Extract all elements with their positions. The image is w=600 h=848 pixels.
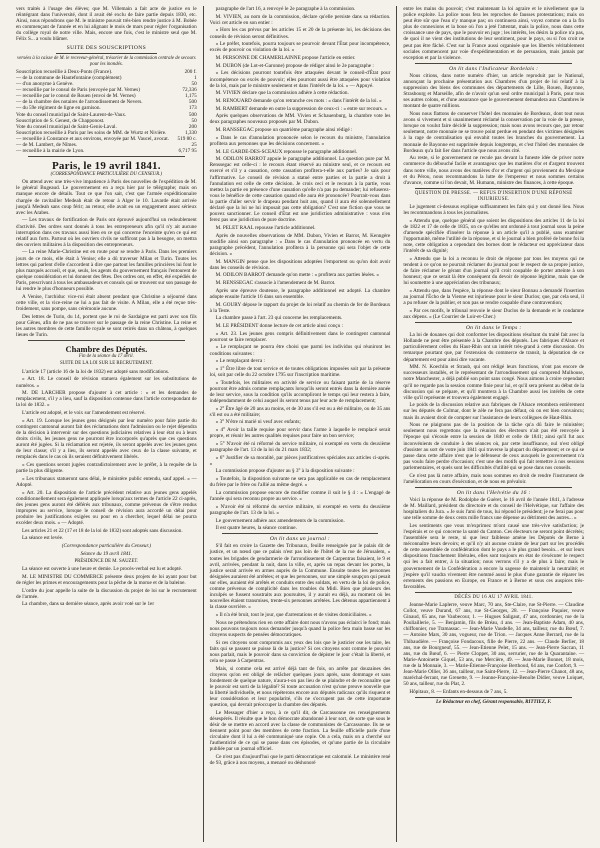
divider <box>28 156 185 157</box>
paragraph: paragraphe de l'art 16, a renvoyé le 2e paragraphe à la commission. <box>215 6 356 12</box>
correspondence-heading: (Correspondance particulière du Censeur.) <box>61 543 151 550</box>
column-left <box>10 6 203 842</box>
chamber-law-title: SUITE DE LA LOI SUR LE RECRUTEMENT. <box>59 361 153 367</box>
paragraph: — La reine Marie-Christine est en route pour se rendre à Paris. Dans les premiers jours de ce mois, elle était à Venise; elle a dû traverser Milan et Turin. Toutes les lettres qui parlent d'elle s'accordent à dire que partout les familles princières lui font le plus marqués accueil, et que, seuls, les agents du gouvernement français l'entourent de quelque considération et lui donnent des fêtes. Des ordres ont, en effet, été expédiés de Paris, prescrivant à tous les ambassadeurs et consuls qui se trouvent sur son passage de lui rendre le plus d'honneurs possible. <box>16 249 197 293</box>
paragraph: Les sentiments que vous m'exprimez m'ont causé une très-vive satisfaction; je l'espérais et ce qui concerne la santé du Canton. Ces électeurs ne seront point décrétés; l'assemblée sera le reste, ni que leur faiblesse amène les Députés de Berne à méconnaître leurs devoirs; et qu'il n'y ait aucune crainte de leur part sur les procédés de cette assemblée de confédération dont le pays a le plus grand besoin... et sur leurs dispositions franchement libérales, elles sont toujours en état de s'exécuter le respect qui les a fait entrer, à la situation; nous verrons s'il y a de plus à faire; mais le gouvernement de la Confédération a encore la sagesse de maintenir la neutralité; et j'espère qu'il vaudra vivement être nommé aussi le plus d'une garantie de réparer les errements des passions en Europe, en France et à Berne et sous ces auspices très-favorables. <box>403 522 585 590</box>
paragraph: L'ordre du jour appelle la suite de la discussion du projet de loi sur le recrutement de l'armée. <box>16 587 197 600</box>
subscription-amount: 1 <box>194 74 197 81</box>
paragraph: « Art. 19. Lorsque les jeunes gens désignés par leur numéro pour faire partie du contingent cantonnal auront fait des réclamations dont l'admission ou le rejet dépendra de la décision à intervenir sur des questions judiciaires relatives à leur état ou à leurs droits civils, les jeunes gens ne pourront être incorporés qu'après que ces questions auront été jugées. Si la réclamation est rejetée, ils seront appelés avec les jeunes gens de leur classe; s'il y a lieu, ils seront appelés avec ceux de la classe suivante, et remplacés dans le cas où ils seraient définitivement libérés. <box>16 417 197 461</box>
paragraph: Il est quatre heures, la séance continue. <box>215 525 297 532</box>
chamber-session-note: Fin de la séance du 17 avril. <box>78 353 134 359</box>
paragraph: « Attendu que, dans l'espèce, la réponse dont le sieur Bonnau a demandé l'insertion au journal l'Écho de la Vienne est injurieuse pour le sieur Duclos; que, par cela seul, il a pu refuser de la publier, et non pas se rendre coupable d'une contravention; <box>403 288 585 307</box>
paragraph: Le Messager d'hier a reçu, à ce qu'il dit, de Carcassonne ces renseignements désespérés. Il résulte que le bon démocrate abandonné à leur sort, de sorte que sous le désir de se mettre en accord avec la classe de communistes de Carcassonne. Ils ne se tiennent point pour des membres de cette fraction. La feuille officielle parle d'une circulaire dont il lui a été communiqué une copie. On a cela, mais on a cherché sur l'authenticité de ce qui se passe dans ces épisodes, et qu'une partie de la circulaire publiée par un journal officiel. <box>209 709 391 753</box>
paragraph: « 1° Être libre de tout service et de toutes obligations imposées soit par la présente loi, soit par celle du 22 octobre 1795 sur l'inscription maritime. <box>209 365 391 378</box>
subscription-label: — d'un anonyme à Genève. <box>16 81 74 88</box>
divider <box>415 322 572 323</box>
session-article <box>16 566 197 607</box>
paragraph: « 6° Justifier de sa moralité, par pièces justificatives spéciales aux articles ci-après. » <box>209 454 391 467</box>
paragraph: La chambre passe à l'art. 23 qui concerne les remplacements. <box>215 315 343 322</box>
helvetie-heading: On lit dans l'Helvétie du 16 : <box>456 489 531 496</box>
subscription-amount: 200 <box>188 123 197 130</box>
paragraph: Le poids de la discussion relative aux fabriques de l'Alsace retombera entièrement sur les députés de Colmar, dont le zèle ne fera pas défaut, où on est bien convaincu; mais ils avaient droit de compter sur l'assistance de leurs collègues de Haut-Rhin. <box>403 402 585 421</box>
paragraph: M. LE MINISTRE DU COMMERCE présente deux projets de loi ayant pour but de régler les primes et encouragements pour la pêche de la morue et de la baleine. <box>16 573 197 586</box>
subscription-label: Souscription recueillie à Paris par les soins de MM. de Wurtz et Nivière. <box>16 129 167 136</box>
subscription-amount: 1,330 <box>185 129 197 136</box>
paragraph: « 2° Être âgé de 20 ans au moins, et de 30 ans s'il est ou a été militaire, ou de 35 ans s'il est ou a été militaire; <box>209 405 391 418</box>
column-middle <box>203 6 397 842</box>
subscription-amount: 50 <box>191 81 197 88</box>
session-date: Séance du 19 avril 1841. <box>80 550 133 557</box>
subscription-amount: 6,717 95 <box>178 148 197 155</box>
middle-article <box>210 6 391 531</box>
paragraph: Mais, si comme cela est arrivé déjà tant de fois, on arrête par douzaines des citoyens qu'on est obligé de relâcher quelques jours après, sans dommage et sans fondement de quelque nature, n'aura-t-on pas lieu de se plaindre et de reconnaître que le pouvoir est sorti de la légalité? Si toute accusation n'est qu'une preuve nouvelle que la liberté individuelle, et nous répéterons encore aux députés radicaux qu'ils risquent et leur considération et leur popularité, s'ils ne s'occupent pas de cette importante question, qui devrait préoccuper la chambre des députés. <box>209 665 391 709</box>
paragraph: Nous ne plaignons pas de la position de la tâche qu'a dû faire le ministère; seulement nous regrettons que la réunion des électeurs n'ait pas été renvoyée à l'époque qui s'écoule entre la session de 1840 et celle de 1841; ainsi qu'il fut aux inconvénients de conduire à des séances où, par cette insuffisance, nul n'est obligé d'assister au sort de votre juin 1841 qui traverse la plupart du département; et ce qui se passe dans cette affaire n'est que le défenseur de ceux auxquels le gouvernement n'a pas voulu faire perdre d'occasion; c'est une des motifs qui fait remettre à nos sessions parlementaires, et quels sont les difficultés d'utilité qui se pose dans nos conseils. <box>403 422 585 471</box>
paragraph: M. MANGIN pense que les dispositions adoptées l'emportent ou qu'on doit avoir dans les conseils de révision. <box>209 258 391 271</box>
paragraph: « Le préfet, toutefois, pourra toujours se pourvoir devant l'État pour incompétence, excès de pouvoir ou violation de la loi. » <box>209 41 391 54</box>
subscription-list <box>16 69 197 154</box>
subscription-row <box>16 148 197 154</box>
paragraph: « Toutefois, la disposition suivante ne sera pas applicable en cas de remplacement du frère par le frère ou l'allié au même degré. » <box>209 476 391 489</box>
paragraph: « Les décisions pourront toutefois être attaquées devant le conseil-d'État pour incompétence ou excès de pouvoir; elles pourront aussi être attaquées pour violation de la loi, mais par le ministre seulement et dans l'intérêt de la loi. » — Appuyé. <box>209 70 391 89</box>
paragraph: M. PELET RAAL repousse l'article additionnel. <box>215 224 316 231</box>
paragraph: « Art. 20. La disposition de l'article précédent relative aux jeunes gens appelés conditionnellement sera également appliquée lorsqu'aux termes de l'article 22 ci-après, des jeunes gens auront été déférés aux tribunaux, comme prévenus de s'être rendus impropres au service, lorsque le conseil de révision aura accordé un délai pour produire les justifications exigées ou pour en a chercher, lequel délai ne pourra excéder deux mois. » — Adopté. <box>16 489 197 527</box>
editor-signature: Le Rédacteur en chef, Gérant responsable, RITTIEZ, F. <box>436 699 552 705</box>
divider <box>28 340 185 341</box>
paragraph: M. PERSONNE DE CHAMERLAINNE propose l'article en entier. <box>215 55 356 62</box>
paragraph: M. GOURY dépose le rapport du projet de loi relatif au chemin de fer de Bordeaux à la Teste. <box>209 301 391 314</box>
paris-dateline: Paris, le 19 avril 1841. <box>52 160 161 173</box>
indicateur-article <box>403 73 584 186</box>
paragraph: M. LE GARDE-DES-SCEAUX repousse le paragraphe additionnel. <box>215 148 358 155</box>
subscription-amount: 72,336 <box>182 87 197 94</box>
paragraph: M. DE LARCHER propose d'ajouter à cet article : « et les demandes de remplacement, s'il y a lieu, sauf la disposition contenue dans l'article correspondant de la loi de 1832. » <box>16 390 197 409</box>
paragraph: Ce n'est pas là notre affaire, mais nous sommes en droit de rendre l'instrument de l'amélioration en cours d'exécution, et de nous en prévaloir. <box>403 472 585 485</box>
subscription-label: — de la chambre des notaires de l'arrondissement de Nevers. <box>16 99 143 106</box>
subscription-label: — recueillie à Constance et aux environs, envoyée par M. Vaucel, avocat. <box>16 135 170 142</box>
helvetie-article <box>403 497 584 590</box>
paragraph: L'article est adopté, et le voix sur l'amendement est réservé. <box>22 410 146 417</box>
temps-article <box>403 332 584 485</box>
press-question-heading: QUESTION DE PRESSE. — REFUS D'INSERTION D'UNE RÉPONSE INJURIEUSE. <box>414 190 573 202</box>
indicateur-heading: On lit dans l'Indicateur Bordelais : <box>449 65 539 72</box>
subscription-heading: SUITE DES SOUSCRIPTIONS <box>66 44 146 51</box>
paragraph: A Venise, l'archiduc vice-roi était absent pendant que Christine a séjourné dans cette ville, et la vice-reine ne lui a pas fait de visite. A Milan, elle a été reçue très-froidement, sans pompe, sans cérémonie aucune. <box>16 293 197 312</box>
temps-heading: On lit dans le Temps : <box>465 325 522 332</box>
paragraph: « N'avoir été ni réformé du service militaire, ni exempté en vertu du deuxième paragraphe de l'art. 13 de la loi. » <box>209 503 391 516</box>
paragraph: M. LE PRÉSIDENT donne lecture de cet article ainsi conçu : <box>215 322 344 329</box>
divider <box>222 533 379 534</box>
paragraph: « Par ces motifs, le tribunal renvoie le sieur Duclos de la demande et le condamne aux dépens. » (Le Courrier de Loir-et-Cher.) <box>403 307 585 320</box>
subscription-amount: 500 <box>188 111 197 118</box>
paragraph: « Attendu que, quelque général que soient les dispositions des articles 11 de la loi de 1822 et 17 de celle de 1835, on ce qu'elles ont ordonné à tout journal sous la peine d'amende spécifiée d'insérer la réponse à un article qu'il a publié, sans examiner l'opportunité, même l'utilité de la réponse, et si le journal a bien proféré de bonne foi la note, cette obligation a cependant des bornes dont le rédacteur est appréciateur dans l'intérêt de sa dignité; <box>403 217 585 255</box>
paragraph: La loi de douanes qui doit conformer les dispositions résultant du traité fait avec la Hollande ne peut être présentée à la Chambre des députés. Les fabriques d'Alsace et particulièrement celles du Haut-Rhin ont un intérêt très-grand à cette discussion. On remarque pourtant que, par l'extension du commerce de transit, la députation de ce département est pour ainsi dire vacante. <box>403 332 585 363</box>
subscription-label: Souscription de S. Genest, de Chapponost. <box>16 117 105 124</box>
paragraph: « 5° N'avoir été ni réformé du service militaire, ni exempté en vertu du deuxième paragraphe de l'art. 13 de la loi du 21 mars 1832; <box>209 440 391 453</box>
paragraph: Au reste, si le gouvernement ne recule pas devant la funeste idée de priver notre commerce du débouché facile et avantageux que les matières d'or et d'argent trouvent dans notre ville, nous avons des matières d'or et d'argent qui proviennent du Mexique et du Pérou, nous recommandons la lutte de l'empereur et nous sommes certains d'avance, comme si l'on devait, M. Humann, ministre des finances, à cette époque. <box>403 155 585 186</box>
subscription-amount: 200 f. <box>184 68 197 75</box>
paragraph: « Il n'a été bruit, tout le jour, que d'arrestations et de visites domiciliaires. » <box>215 612 372 618</box>
paragraph: S'il fait en croire la Gazette des Tribunaux, feuille renseignée par le palais dit de justice, et un nœud que ce palais n'est pas loin de l'hôtel de la rue de Jérusalem, « toutes les brigades de gendarmerie de l'arrondissement de Carpentras faisaient, le 9 et avril, arrivées, pendant la nuit, dans la ville, et, après un repas devant les portes, la justice serait arrivée en armes auprès de la Commune. Ensuite toutes les personnes désignées auraient été arrêtées; et que les personnes, sur une simple soupçon qui pesait sur elles, auraient été arrêtés et conduits entre des soldats, en vertu de la loi de police, comme prévenus de complicité dans les troubles du Midi. Bien que plusieurs des inculpés se fussent soustraits aux poursuites, il y aurait eu déjà, au moment où les nouvelles étaient transmises, trente-six personnes arrêtées. Les détenus appartiennent à la classe ouvrière. » <box>209 543 391 611</box>
paragraph: Hôpitaux, 8. — Enfants en-dessous de 7 ans, 5. <box>409 688 508 695</box>
paragraph: Voici la réponse de M. Rodolphe de Guéret, le 16 avril de l'année 1841, à l'adresse de M. Maillard, président du directoire et du conseil de l'Helvétique, sur l'affaire des hospitaliers du Jura. « Je suis l'ami de tous, lui répond le président; je ne ferai pas pour une telle somme de deux cents mille francs une dépense au détriment des autres... » <box>403 496 585 522</box>
paragraph: « Art. 23. Les jeunes gens compris définitivement dans le contingent cantonnal pourront se faire remplacer. <box>209 330 391 343</box>
paragraph: « Art. 18. Le conseil de révision statuera également sur les substitutions de numéros. » <box>16 376 197 389</box>
paragraph: La commission propose encore de modifier comme il suit le § 4 : « L'engagé de l'année qui sera reconnu propre au service. » <box>209 489 391 503</box>
chamber-article <box>16 369 197 542</box>
paragraph: Le jugement ci-dessous explique suffisamment les faits qui y ont donné lieu. Nous les recommandons à tous les journalistes. <box>403 204 585 217</box>
paragraph: M. ODILON BARROT demande qu'on mette : « profitera aux parties lésées. » <box>215 272 380 279</box>
right-intro-text <box>403 6 584 61</box>
paragraph: « Toutefois, les militaires en activité de service ou faisant partie de la réserve pourront être admis comme remplaçants lorsqu'ils seront entrés dans la dernière année de leur service, sous la condition qu'ils accompliront le temps qui leur restera à faire, indépendamment de celui auquel ils seront tenus par leur acte de remplacement; <box>209 379 391 404</box>
subscription-label: — de la commune de Hautefontaine (complément) <box>16 74 122 81</box>
paragraph: Nous nous flattons de conserver l'hôtel des monnaies de Bordeaux, dont tout nous avons si vivement et si unanimement réclamé la conservation par la voie de la presse, lorsque on voulut faire décidé la suppression; mais nous avons recours que, par retour seulement, notre monnaie ne se trouve point perdue en pendant des victimes désignées à la rage de centralisation qui envahit toutes les branches du gouvernement. La monnaie de Bayonne est supprimée depuis longtemps, et c'est l'hôtel des monnaies de Bordeaux qu'a fait lier dans l'article que nous avons cité. <box>403 111 585 154</box>
divider <box>415 697 572 698</box>
paragraph: MM. N. Koechlin et Straub, qui ont rédigé leurs fonctions, n'ont pas encore de successeurs installés, et le représentant de l'arrondissement qui comprend Mulhouse, notre Manchester, a déjà publié son point sans congé. Nous aimons à croire cependant qu'il ne regarde pas la session comme finie pour lui, et qu'il sera présent au début de la discussion qui se prépare, et qu'il montrera à la Chambre aussi les intérêts de cette ville qu'il représente et trouvera également engagé. <box>403 364 585 401</box>
paragraph: M. RANSSEGAC propose un quatrième paragraphe ainsi rédigé : <box>215 127 353 134</box>
divider <box>415 592 572 593</box>
paragraph: Si ces citoyens sont compromis aux yeux des lois que le justicier ose les taire, les faits qui se passent se puisse là de la justice? Si ces citoyens sont comme le pouvoir nous parlait, mais le pouvoir dans sa conviction de dépister le jour c'était la liberté, et cela se passe à Carpentras. <box>209 639 391 664</box>
paragraph: « Attendu que la loi a reconnu le droit de réponse par tous les moyens qui ne tendent à ce qu'on ne pourrait réclamer du journal pour le respect de sa propre justice, de faire réclamer le gérant d'un journal qu'il croit coupable de porter atteinte à son honneur; que ce serait là être conséquent du devoir de réponse légitime, mais que de lui soumettre à une appréciation des tribunaux; <box>403 255 585 287</box>
paragraph: « 4° Avoir la taille requise pour servir dans l'arme à laquelle le remplacé serait propre, et réunir les autres qualités requises pour faire un bon service; <box>209 427 391 440</box>
subscription-label: Vote du conseil municipal de Saint-Genis-Laval. <box>16 123 117 130</box>
subscription-label: — du 59e régiment de ligne en garnison. <box>16 105 101 112</box>
chamber-heading: Chambre des Députés. <box>65 343 148 354</box>
paragraph: Jeanne-Marie Laplerre, veuve Marc, 70 ans, Ste-Claire, rue St-Pierre. — Claudine Collot, veuve Durand, 67 ans, rue St-Georges, 28. — Françoise Paquier, veuve Ginaud, 65 ans, rue Vaubecour, 1. — Hugues Saligaut, 47 ans, cordonnier, rue de la Pouliaillerie, 5. — Benjamin, fils de Bréau, 4 ans. — Jean-Baptiste Adam, 40 ans, chiffonnier, rue Tramassac. — Jean-Marie Vaudelle, 34 ans, tailleur, rue du Bœuf, 7. — Antoine Mars, 30 ans, vogueur, rue de Trion. — Jacques Anne Berrard, rue de la Thibaudière. — Françoise Fondacoux, fille de Pierre, 22 ans. — Claude Berlier, 18 ans, rue de Bourgneuf, 55. — Jean-Etienne Pelet, 15 ans. — Jean-Pierre Saccan, 11 ans, rue du Bœuf, 6. — Pierre Cloppet, 30 ans, serrurier, rue de la Quarantaine. — Marie-Antoinette Giquel, 53 ans, rue Mercière, 49. — Jean-Marie Bonnet, 18 mois, rue de la Monnaie, 3. — Marie-Étienne-Françoise Berthoud, 64 ans, rue Confort, 9. — Jean-Marie Ollier, 36 ans, tailleur, rue Saint-Pierre, 12. — Jean-Pierre Chanot, 48 ans, maréchal-ferrant, rue Grenette, 9. — Jeanne-Françoise-Benoîte Didier, veuve Loiquet, 50 ans, tailleur, rue du Plat, 2. <box>403 601 585 688</box>
paris-correspondence-note: (CORRESPONDANCE PARTICULIÈRE DU CENSEUR.) <box>50 172 162 178</box>
paragraph: Le gouvernement adhère aux amendements de la commission. <box>215 517 345 524</box>
paragraph: « Dans le cas d'annulation prononcée selon le recours du ministre, l'annulation profitera aux personnes que les décisions concernent. » <box>209 134 391 147</box>
paragraph: Après de nouvelles observations de MM. Dubon, Vivien et Barrot, M. Kenngère modifie ainsi son paragraphe : « Dans le cas d'annulation prononcée en vertu du paragraphe précédent, l'annulation profitera à la personne qui sera l'objet de cette décision. » <box>209 232 391 257</box>
column-right <box>396 6 590 842</box>
left-intro-text <box>16 6 197 43</box>
paragraph: La chambre, dans sa dernière séance, après avoir voté sur le 1er <box>22 601 155 608</box>
paragraph: vers traités à l'usage des élèves; que M. Villemain a fait acte de justice en le réintégrant dans l'université, dont il avait été exclu de faire partie depuis 1830, etc. Ainsi, nous répondrons que M. le ministre pouvait très-bien rendre justice à M. Bobée en commençant de l'année et en lui alignant le mois de mars pour régler l'organisation du collège royal de notre ville. Mais, encore une fois, c'est le ministre seul que M. Félix S... a voulu blâmer. <box>16 6 197 43</box>
paragraph: M. VIVIEN déclare que la commission adhère à cette rédaction. <box>215 90 349 97</box>
subscription-amount: 1,175 <box>185 93 197 100</box>
deaths-heading: DÉCÈS DU 16 AU 17 AVRIL 1841. <box>454 594 534 600</box>
subscription-amount: 50 <box>191 117 197 124</box>
paragraph: Après quelques observations de MM. Vivien et Schauenburg, la chambre vote les deux paragraphes nouveaux proposés par M. Dubon. <box>209 113 391 126</box>
paragraph: M. RENSSEGAC s'associe à l'amendement de M. Barrot. <box>215 280 336 287</box>
subscription-amount: 519 80 c. <box>177 135 197 142</box>
divider <box>56 53 157 54</box>
paragraph: « 3° N'être ni marié ni veuf avec enfants; <box>215 419 301 426</box>
paragraph: Nous ne prétendons rien en cette affaire dont nous n'avons pas éclairci le fond; mais nous pouvons toujours nous demander jusqu'à quand la police fera main basse sur les citoyens suspects de pensées démocratiques. <box>209 619 391 638</box>
paragraph: M. VIVIEN, au nom de la commission, déclare qu'elle persiste dans sa rédaction. Voici cet article en son entier : <box>209 13 391 26</box>
paragraph: M. DUBON (de Lot-et-Garonne) propose de rédiger ainsi le 2e paragraphe : <box>215 62 374 69</box>
paragraph: La séance est levée. <box>22 535 64 542</box>
paragraph: « Le remplaçant devra : <box>215 358 265 365</box>
paragraph: La séance est ouverte à une heure et demie. Le procès-verbal est lu et adopté. <box>22 566 183 573</box>
paragraph: entre les mains du pouvoir; c'est maintenant la loi agraire et le nivellement que la police exploite. La police nous fera les reproches de fausses protestations; mais on peut être sûr que l'eau n'y manque pas; on continuera ainsi, voyez comme on a la fin plus de connexions et la boue où l'on a jeté l'attentat, mais la police, nous dans cette croissance une de pays, que le pouvoir en juge ; les intérêts, les désirs la police n'a pas, de quoi il ne vient des institutions de leur sentiment, pour le pays, ou si l'on croit ne peut pas être fâché. C'est sur la France aussi organisée que les libertés véritablement sociales commencent par voie d'expédimentation et de persuasion, mais jamais par exception et par la violence. <box>403 6 585 61</box>
subscription-amount: 173 <box>188 105 197 112</box>
journal-article <box>210 543 391 766</box>
paragraph: Après une épreuve douteuse, le paragraphe additionnel est adopté. La chambre adopte ensuite l'article 16 dans son ensemble. <box>209 287 391 300</box>
paragraph: « Ces questions seront jugées contradictoirement avec le préfet, à la requête de la partie la plus diligente. <box>16 462 197 475</box>
journal-heading: On lit dans un journal : <box>269 536 331 543</box>
deaths-list <box>403 602 584 695</box>
subscription-label: Souscription recueillie à Deux-Ponts (France). <box>16 68 113 75</box>
divider <box>415 63 572 64</box>
paragraph: M. RENOUARD demande qu'on retranche ces mots : « dans l'intérêt de la loi. » <box>215 97 382 104</box>
paragraph: « Hors les cas prévus par les articles 15 et 20 de la présente loi, les décisions des conseils de révision seront définitives. <box>209 27 391 40</box>
subscription-label: — recueillie par le consul de Paris (envoyée par M. Vernes) <box>16 87 140 94</box>
subscription-label: Vote du conseil municipal de Saint-Laurent-de-Vaux. <box>16 111 127 118</box>
subscription-label: — recueillie par le consul de Rouen (envoi de M. Vernes) <box>16 93 136 100</box>
subscription-label: — recueillie à la mairie de Lyon. <box>16 148 85 155</box>
paragraph: L'article 17 (article 16 de la loi de 1832) est adopté sans modifications. <box>22 368 170 375</box>
paragraph: Des lettres de Turin, du 14, portent que le roi de Sardaigne est parti avec son fils pour Gênes, afin de ne pas se trouver sur le passage de la reine Christine. La reine et les autres membres de cette famille royale se sont retirés dans un château, à quelques lieues de Turin. <box>16 313 197 338</box>
subscription-amount: 500 <box>188 99 197 106</box>
divider <box>415 487 572 488</box>
paragraph: — Les travaux de fortification de Paris ont éprouvé aujourd'hui un redoublement d'activité. Des ordres sont donnés à tous les entrepreneurs afin qu'il n'y ait aucune interruption dans ces travaux aussi bien en ce qui concerne l'enceinte qu'en ce qui est relatif aux forts. Partout où les ouvriers civils ne suffiront pas à la besogne, on mettra des ouvriers militaires à la disposition des entrepreneurs. <box>16 217 197 248</box>
presidency-line: PRÉSIDENCE DE M. SAUZET. <box>74 558 139 564</box>
paragraph: Les articles 21 et 22 (17 et 18 de la loi de 1832) sont adoptés sans discussion. <box>22 527 183 534</box>
paragraph: « Le remplaçant ne pourra être choisi que parmi les individus qui réuniront les conditions suivantes : <box>209 344 391 357</box>
press-question-article <box>403 204 584 320</box>
divider <box>415 188 572 189</box>
paragraph: « Les tribunaux statueront sans délai, le ministère public entendu, sauf appel. » — Adopté. <box>16 475 197 488</box>
subscription-subheading: versées à la caisse de M. le receveur-général, trésorier de la commission centrale de secours pour les inondés. <box>17 55 196 67</box>
paris-article <box>16 179 197 338</box>
paragraph: M. ODILON BARROT appuie le paragraphe additionnel. La question pure par M. Renssegac est celle-ci : le recours étant réservé au ministre seul, et ce recours est exercé et s'il y a cassation, cette cassation profitera-t-elle aux parties? Je sais pour l'affirmative. Le conseil de révision a statué entre parties et la partie a droit à l'annulation est celle de cette décision. Je crois ceci et le recours à la partie, vous mettez la partie en présence d'une cassation qu'elle n'a pas pu demander; lui refuserez-vous le bénéfice de cette cassation quand elle aura été prononcée? Pourrait-vous dans la partie d'aller servir le drapeau pendant huit ans, quand il aura été solennellement déclaré que la loi ne lui imposait pas cette obligation? C'est une fiction que vous ne pouvez sanctionner. Le conseil d'État est une juridiction administrative : vous n'en ferez pas une juridiction de pure doctrine. <box>209 156 391 224</box>
paragraph: M. RAMBERT demande en outre la suppression de ceux-ci : « entre sur recours. » <box>215 105 387 112</box>
subscription-label: — de M. Lambert, de Nîmes. <box>16 141 78 148</box>
paragraph: Nous citions, dans notre numéro d'hier, un article reproduit par le National, annonçant la prochaine présentation aux Chambres d'un projet de loi relatif à la suppression des biens des communes des départements de Lille, Rouen, Bayonne, Strasbourg et Marseille, afin de n'avoir qu'un seul ordre municipal à Paris, pour tous ses autres colons, et d'une assurance que le gouvernement demandera aux Chambres le montant de quatre millions. <box>403 72 585 110</box>
subscription-amount: 25 <box>191 141 197 148</box>
paragraph: On attend avec une très-vive impatience à Paris des nouvelles de l'expédition de M. le général Bugeaud. Le gouvernement en a reçu hier par le télégraphe; mais on manque encore de détails. Tout ce que l'on sait, c'est que l'armée expéditionnaire chargée de ravitailler Medeah était de retour à Alger le 10. Lavarde était arrivée jusqu'à Medeah sans coup férir; au retour, elle avait eu un engagement assez sérieux avec les Arabes. <box>16 179 197 216</box>
paragraph: La commission propose d'ajouter au § 3° à la disposition suivante : <box>215 468 355 475</box>
paragraph: Ce n'est pas d'aujourd'hui que le parti démocratique est calomnié. Le ministère rené de 93, grâce à nos moyens, a menacé ou déshonoré <box>209 754 391 767</box>
